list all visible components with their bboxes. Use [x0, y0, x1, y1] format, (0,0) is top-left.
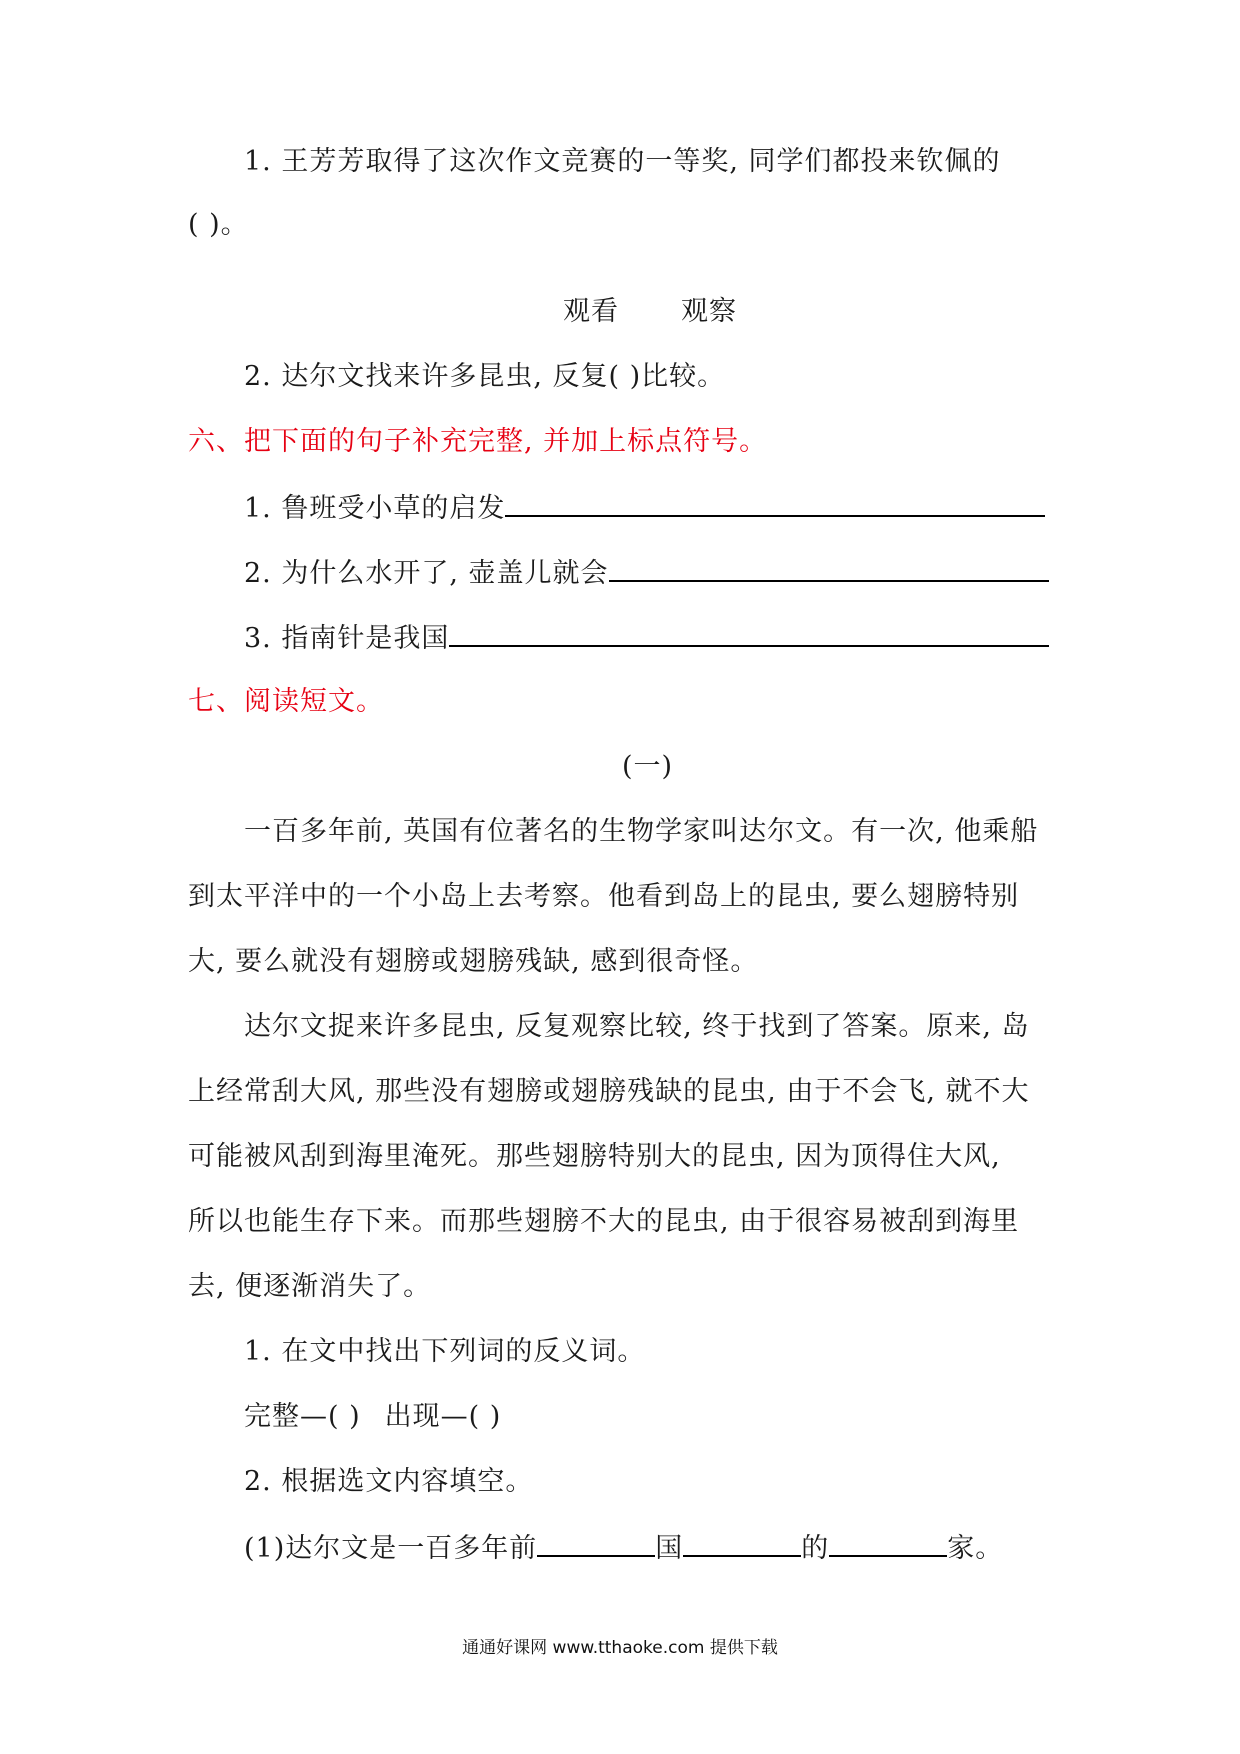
fill-text-d: 家。	[947, 1533, 1004, 1564]
q6-item3-blank[interactable]	[449, 619, 1049, 647]
q7-section-label: (一)	[622, 751, 674, 782]
q6-item2-text: 2. 为什么水开了, 壶盖儿就会	[244, 558, 609, 589]
q6-item3-text: 3. 指南针是我国	[244, 623, 450, 654]
q5-item2: 2. 达尔文找来许多昆虫, 反复( )比较。	[244, 361, 726, 392]
page-footer: 通通好课网 www.tthaoke.com 提供下载	[462, 1638, 778, 1658]
fill-text-b: 国	[655, 1533, 684, 1564]
q6-item1	[244, 489, 1045, 527]
fill-blank-adjective[interactable]	[683, 1529, 801, 1557]
q5-option-2: 观察	[681, 296, 737, 327]
q7-sub1-answers	[244, 1399, 501, 1435]
antonym-chuxian[interactable]: 出现—( )	[384, 1401, 502, 1432]
passage-p2-line5: 去, 便逐渐消失了。	[188, 1271, 432, 1302]
q5-option-1: 观看	[563, 296, 619, 327]
q5-item1-line2: ( )。	[188, 209, 249, 240]
q5-item1-line1: 1. 王芳芳取得了这次作文竞赛的一等奖, 同学们都投来钦佩的	[244, 146, 1001, 177]
passage-p2-line2: 上经常刮大风, 那些没有翅膀或翅膀残缺的昆虫, 由于不会飞, 就不大	[188, 1076, 1030, 1107]
fill-text-a: (1)达尔文是一百多年前	[244, 1533, 538, 1564]
q6-item3	[244, 619, 1049, 657]
q6-item1-blank[interactable]	[505, 489, 1045, 517]
passage-p2-line3: 可能被风刮到海里淹死。那些翅膀特别大的昆虫, 因为顶得住大风,	[188, 1141, 1001, 1172]
passage-p2-line1: 达尔文捉来许多昆虫, 反复观察比较, 终于找到了答案。原来, 岛	[244, 1011, 1030, 1042]
q6-heading: 六、把下面的句子补充完整, 并加上标点符号。	[188, 426, 768, 457]
passage-p2-line4: 所以也能生存下来。而那些翅膀不大的昆虫, 由于很容易被刮到海里	[188, 1206, 1020, 1237]
passage-p1-line1: 一百多年前, 英国有位著名的生物学家叫达尔文。有一次, 他乘船	[244, 816, 1039, 847]
q7-heading: 七、阅读短文。	[188, 686, 384, 717]
q7-sub2-item1	[244, 1529, 1003, 1567]
antonym-wanzheng[interactable]: 完整—( )	[244, 1401, 361, 1432]
passage-p1-line3: 大, 要么就没有翅膀或翅膀残缺, 感到很奇怪。	[188, 946, 759, 977]
passage-p1-line2: 到太平洋中的一个小岛上去考察。他看到岛上的昆虫, 要么翅膀特别	[188, 881, 1020, 912]
q7-sub2: 2. 根据选文内容填空。	[244, 1466, 534, 1497]
fill-blank-profession[interactable]	[829, 1529, 947, 1557]
fill-text-c: 的	[801, 1533, 830, 1564]
q6-item2-blank[interactable]	[609, 554, 1049, 582]
q7-sub1: 1. 在文中找出下列词的反义词。	[244, 1336, 646, 1367]
fill-blank-country[interactable]	[537, 1529, 655, 1557]
q6-item2	[244, 554, 1049, 592]
q6-item1-text: 1. 鲁班受小草的启发	[244, 493, 506, 524]
